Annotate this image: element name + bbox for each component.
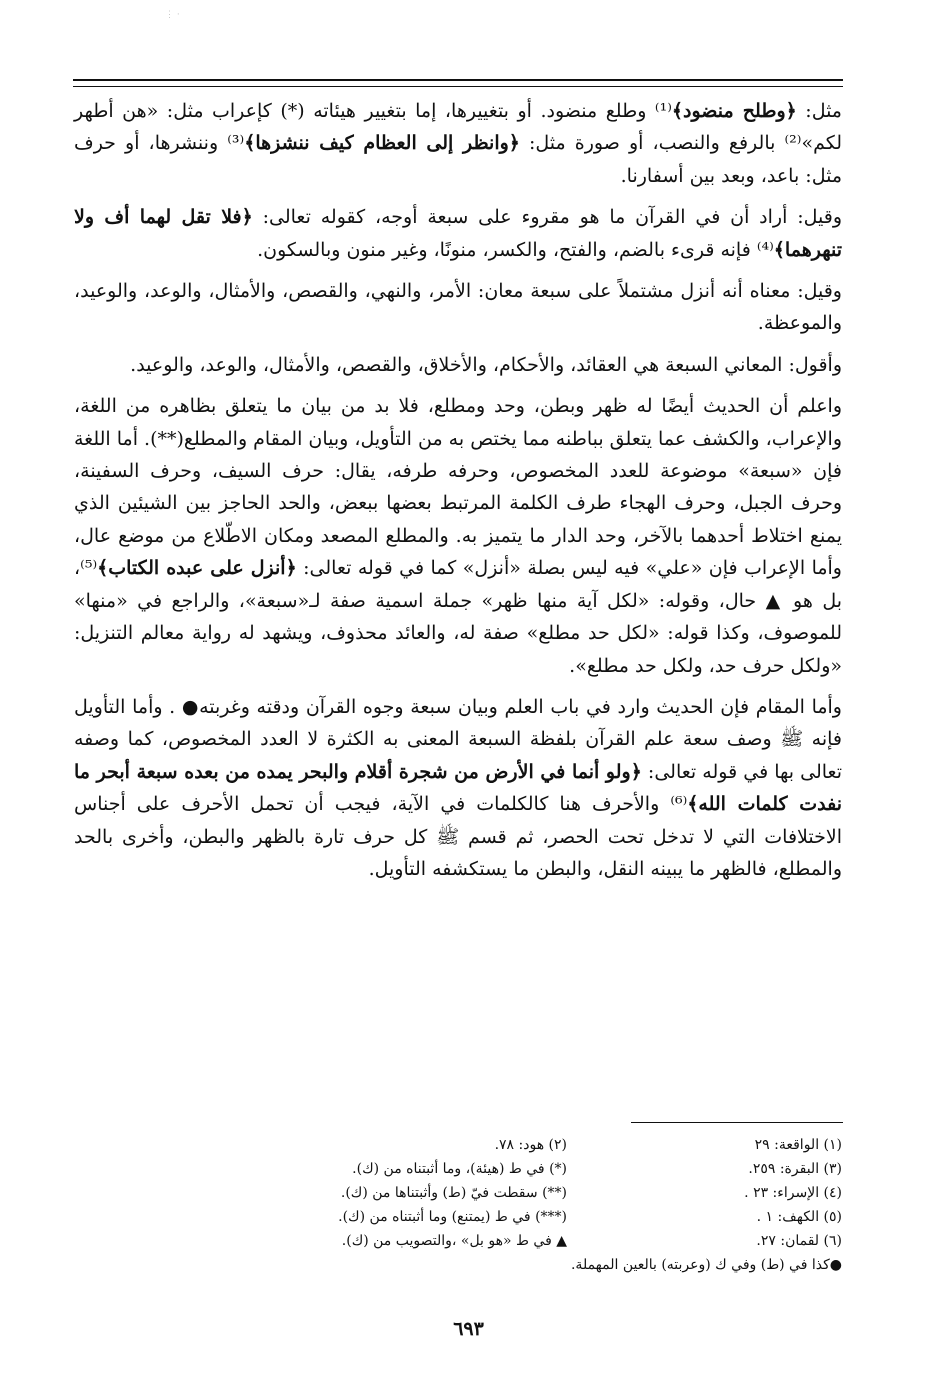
footnote-item: (***) في ط (يمتنع) وما أثبتناه من (ك). xyxy=(338,1209,567,1225)
footnotes-left-column xyxy=(87,1133,567,1253)
page-number: ٦٩٣ xyxy=(453,1318,484,1340)
main-text xyxy=(74,95,842,885)
paragraph-4: وأقول: المعاني السبعة هي العقائد، والأحكام، والأخلاق، والقصص، والأمثال، والوعد، والوعيد. xyxy=(130,353,842,376)
footnote-item: (٦) لقمان: ٢٧. xyxy=(756,1233,842,1249)
corner-mark: ⋮ · xyxy=(165,10,180,20)
footnote-item: (٣) البقرة: ٢٥٩. xyxy=(748,1161,842,1177)
footnote-separator xyxy=(631,1122,843,1123)
footnote-item: (٥) الكهف: ١ . xyxy=(756,1209,842,1225)
footnote-item: (**) سقطت فيّ (ط) وأثبتناها من (ك). xyxy=(340,1185,567,1201)
paragraph-2: وقيل: أراد أن في القرآن ما هو مقروء على سبعة أوجه، كقوله تعالى: ﴿فلا تقل لهما أف ولا تنهرهما﴾⁽⁴⁾ فإنه قرىء بالضم، والفتح، والكسر، منونًا، وغير منون وبالسكون. xyxy=(74,206,842,261)
paragraph-3: وقيل: معناه أنه أنزل مشتملاً على سبعة معان: الأمر، والنهي، والقصص، والأمثال، والوعد، والوعيد، والموعظة. xyxy=(74,280,842,335)
footnote-item: (٤) الإسراء: ٢٣ . xyxy=(744,1185,842,1201)
header-rule-thin xyxy=(73,86,843,87)
footnotes xyxy=(74,1133,842,1277)
header-rule-thick xyxy=(73,79,843,81)
paragraph-5: واعلم أن الحديث أيضًا له ظهر وبطن، وحد ومطلع، فلا بد من بيان ما يتعلق بظاهره من اللغة، والإعراب، والكشف عما يتعلق بباطنه مما يختص به من التأويل، وبيان المقام والمطلع(**). أما اللغة فإن «سبعة» موضوعة للعدد المخصوص، وحرفه طرفه، يقال: حرف السيف، وحرف السفينة، وحرف الجبل، وحرف الهجاء طرف الكلمة المرتبط بعضها ببعض، والحد الحاجز بين الشيئين الذي يمنع اختلاط أحدهما بالآخر، وحد الدار ما يتميز به. والمطلع المصعد ومكان الاطّلاع من موضع عال، وأما الإعراب فإن «علي» فيه ليس بصلة «أنزل» كما في قوله تعالى: ﴿أنزل على عبده الكتاب﴾⁽⁵⁾، بل هو ▲ حال، وقوله: «لكل آية منها ظهر» جملة اسمية صفة لـ«سبعة»، والراجع في «منها» للموصوف، وكذا قوله: «لكل حد مطلع» صفة له، والعائد محذوف، ويشهد له رواية معالم التنزيل: «ولكل حرف حد، ولكل حد مطلع». xyxy=(74,395,842,677)
footnote-extra: ●كذا في (ط) وفي ك (وعربته) بالعين المهملة. xyxy=(570,1257,842,1273)
footnote-item: (١) الواقعة: ٢٩ xyxy=(754,1137,842,1153)
paragraph-6: وأما المقام فإن الحديث وارد في باب العلم وبيان سبعة وجوه القرآن ودقته وغربته● . وأما التأويل فإنه ﷺ وصف سعة علم القرآن بلفظة السبعة المعنى به الكثرة لا العدد المخصوص، كما وصفه تعالى بها في قوله تعالى: ﴿ولو أنما في الأرض من شجرة أقلام والبحر يمده من بعده سبعة أبحر ما نفدت كلمات الله﴾⁽⁶⁾ والأحرف هنا كالكلمات في الآية، فيجب أن تحمل الأحرف على أجناس الاختلافات التي لا تدخل تحت الحصر، ثم قسم ﷺ كل حرف تارة بالظهر والبطن، وأخرى بالحد والمطلع، فالظهر ما يبينه النقل، والبطن ما يستكشفه التأويل. xyxy=(74,695,843,880)
footnote-item: (٢) هود: ٧٨. xyxy=(494,1137,567,1153)
footnote-item: ▲ في ط «هو بل» ،والتصويب من (ك). xyxy=(341,1233,567,1249)
footnote-item: (*) في ط (هيئة)، وما أثبتناه من (ك). xyxy=(352,1161,567,1177)
paragraph-1: مثل: ﴿وطلح منضود﴾⁽¹⁾ وطلع منضود. أو بتغييرها، إما بتغيير هيئاته (*) كإعراب مثل: «هن أطهر لكم»⁽²⁾ بالرفع والنصب، أو صورة مثل: ﴿وانظر إلى العظام كيف ننشزها﴾⁽³⁾ وننشرها، أو حرف مثل: باعد، وبعد بين أسفارنا. xyxy=(74,100,842,187)
footnotes-right-column xyxy=(567,1133,842,1253)
